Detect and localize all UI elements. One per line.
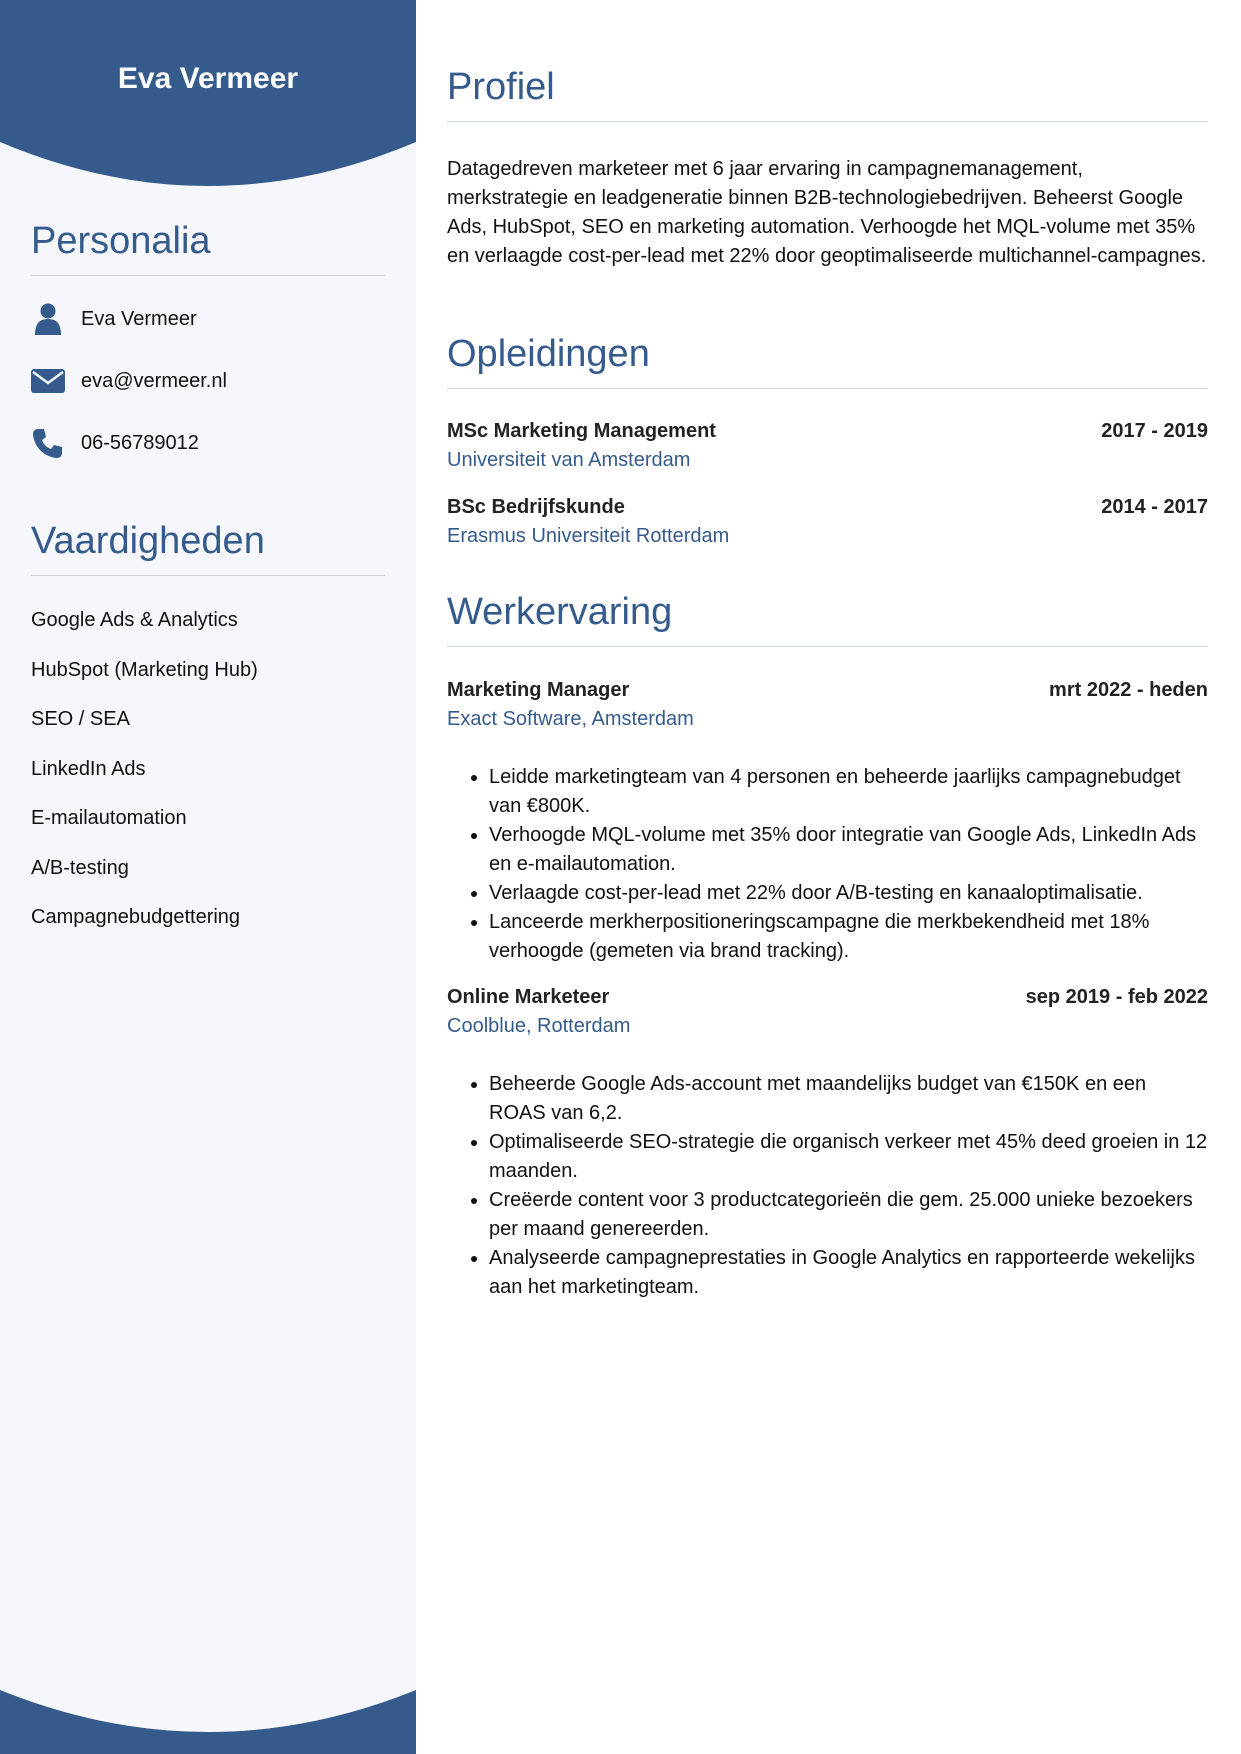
skill-item: E-mailautomation: [31, 807, 187, 829]
experience-item: [447, 986, 1208, 1302]
education-school: Universiteit van Amsterdam: [447, 449, 691, 471]
contact-email-row: [31, 350, 385, 412]
experience-bullet: • Verlaagde cost-per-lead met 22% door A/B-testing en kanaaloptimalisatie.: [489, 879, 1208, 908]
phone-icon: [31, 426, 65, 460]
education-degree: MSc Marketing Management: [447, 420, 716, 442]
skills-section: [31, 520, 385, 954]
profile-section: [447, 66, 1208, 271]
experience-role: Marketing Manager: [447, 679, 630, 701]
skill-item: HubSpot (Marketing Hub): [31, 658, 258, 681]
education-school: Erasmus Universiteit Rotterdam: [447, 525, 730, 547]
skill-item: Google Ads & Analytics: [31, 609, 238, 631]
experience-bullet: • Verhoogde MQL-volume met 35% door integratie van Google Ads, LinkedIn Ads en e-mailautomation.: [489, 821, 1208, 879]
contact-name: Eva Vermeer: [81, 307, 197, 330]
experience-company: Exact Software, Amsterdam: [447, 708, 694, 730]
skill-item: LinkedIn Ads: [31, 757, 146, 780]
skill-item: Campagnebudgettering: [31, 906, 241, 928]
header-name: Eva Vermeer: [117, 62, 299, 95]
footer-arc: [0, 1664, 416, 1754]
education-item: [447, 496, 1208, 548]
profile-title: Profiel: [447, 66, 1208, 122]
education-item: [447, 420, 1208, 472]
profile-text: Datagedreven marketeer met 6 jaar ervaring in campagnemanagement, merkstrategie en leadgeneratie binnen B2B-technologiebedrijven. Beheerst Google Ads, HubSpot, SEO en marketing automation. Verhoogde het MQL-volume met 35% en verlaagde cost-per-lead met 22% door geoptimaliseerde multichannel-campagnes.: [447, 158, 1207, 267]
experience-bullet: • Beheerde Google Ads-account met maandelijks budget van €150K en een ROAS van 6,2.: [489, 1070, 1208, 1128]
experience-section: [447, 591, 1208, 1302]
experience-period: mrt 2022 - heden: [1049, 679, 1208, 701]
experience-role: Online Marketeer: [447, 986, 610, 1008]
education-period: 2017 - 2019: [1101, 420, 1208, 442]
experience-title: Werkervaring: [447, 591, 1208, 647]
experience-bullet: • Lanceerde merkherpositioneringscampagne die merkbekendheid met 18% verhoogde (gemeten via brand tracking).: [489, 908, 1208, 966]
experience-bullets: [447, 1070, 1208, 1302]
personalia-section: [31, 220, 385, 474]
experience-bullet: • Analyseerde campagneprestaties in Google Analytics en rapporteerde wekelijks aan het marketingteam.: [489, 1244, 1208, 1302]
person-icon: [31, 302, 65, 336]
skill-item: SEO / SEA: [31, 708, 130, 730]
experience-bullets: [447, 763, 1208, 966]
envelope-icon: [31, 364, 65, 398]
education-degree: BSc Bedrijfskunde: [447, 496, 625, 518]
experience-bullet: • Creëerde content voor 3 productcategorieën die gem. 25.000 unieke bezoekers per maand genereerden.: [489, 1186, 1208, 1244]
skills-title: Vaardigheden: [31, 520, 385, 576]
experience-item: [447, 679, 1208, 966]
personalia-title: Personalia: [31, 220, 385, 276]
education-title: Opleidingen: [447, 333, 1208, 389]
education-period: 2014 - 2017: [1101, 496, 1208, 518]
experience-bullet: • Optimaliseerde SEO-strategie die organisch verkeer met 45% deed groeien in 12 maanden.: [489, 1128, 1208, 1186]
contact-name-row: [31, 288, 385, 350]
experience-company: Coolblue, Rotterdam: [447, 1015, 631, 1037]
education-section: [447, 333, 1208, 548]
contact-phone-row: [31, 412, 385, 474]
experience-bullet: • Leidde marketingteam van 4 personen en beheerde jaarlijks campagnebudget van €800K.: [489, 763, 1208, 821]
experience-period: sep 2019 - feb 2022: [1025, 986, 1208, 1008]
contact-email[interactable]: eva@vermeer.nl: [81, 369, 227, 392]
skill-item: A/B-testing: [31, 856, 129, 879]
sidebar: [0, 0, 416, 1754]
contact-phone[interactable]: 06-56789012: [81, 431, 199, 454]
